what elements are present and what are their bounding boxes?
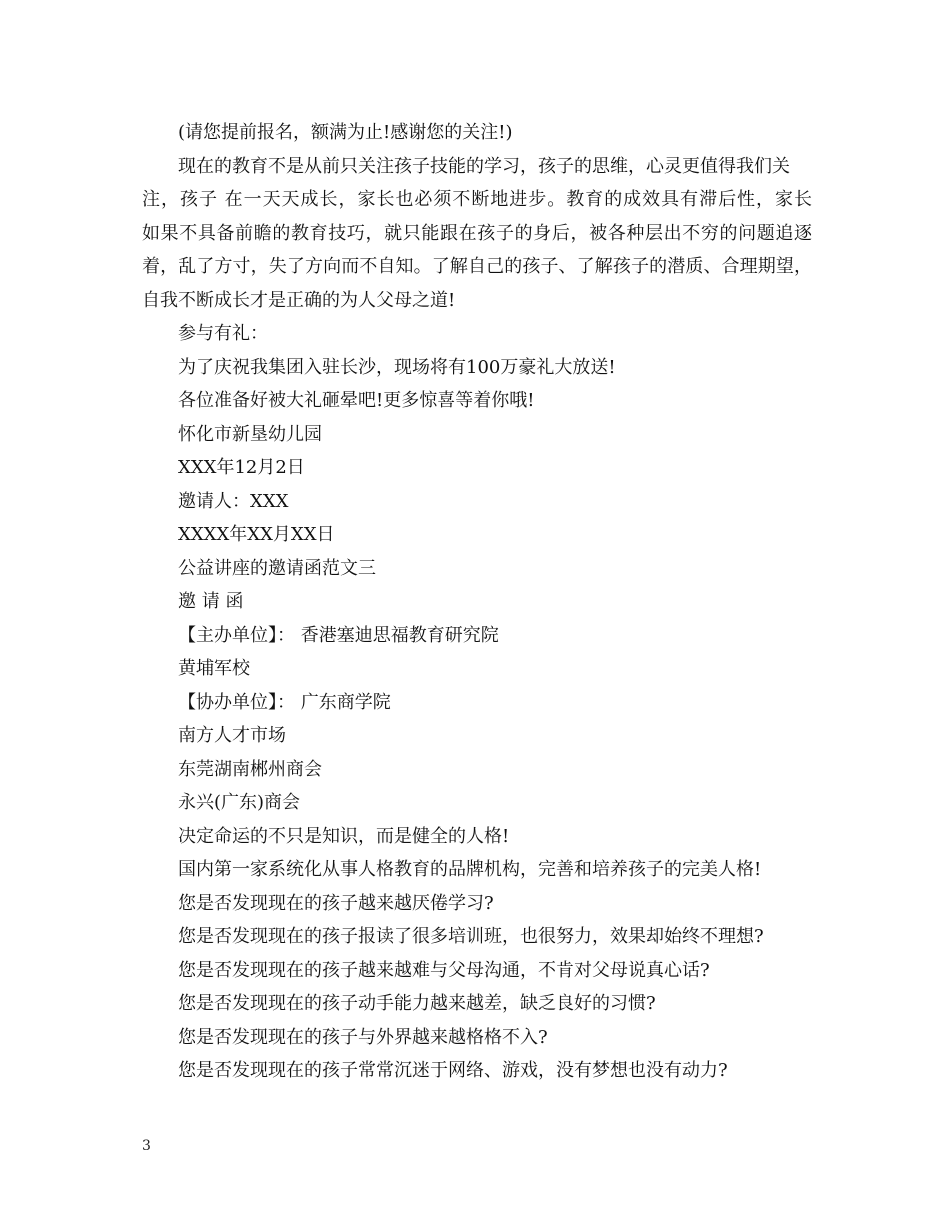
section-title: 公益讲座的邀请函范文三	[178, 557, 376, 579]
question-line: 您是否发现现在的孩子与外界越来越格格不入?	[178, 1026, 548, 1048]
page-number: 3	[142, 1138, 151, 1154]
slogan-line: 国内第一家系统化从事人格教育的品牌机构，完善和培养孩子的完美人格!	[178, 859, 762, 880]
co-host-unit-line: 南方人才市场	[178, 725, 286, 746]
paragraph-line: 自我不断成长才是正确的为人父母之道!	[142, 289, 456, 311]
host-unit-line: 【主办单位】： 香港塞迪思福教育研究院	[178, 624, 499, 646]
question-line: 您是否发现现在的孩子越来越难与父母沟通，不肯对父母说真心话?	[178, 959, 710, 981]
question-line: 您是否发现现在的孩子报读了很多培训班，也很努力，效果却始终不理想?	[178, 926, 764, 947]
paragraph-line: 如果不具备前瞻的教育技巧，就只能跟在孩子的身后，被各种层出不穷的问题追逐	[142, 222, 812, 244]
paragraph-line: 着，乱了方寸，失了方向而不自知。了解自己的孩子、了解孩子的潜质、合理期望，	[142, 256, 812, 277]
co-host-unit-line: 永兴(广东)商会	[178, 792, 301, 813]
gift-text: 为了庆祝我集团入驻长沙，现场将有100万豪礼大放送!	[178, 356, 616, 378]
inviter-line: 邀请人：XXX	[178, 490, 289, 512]
organizer-name: 怀化市新垦幼儿园	[178, 423, 322, 445]
question-line: 您是否发现现在的孩子常常沉迷于网络、游戏，没有梦想也没有动力?	[178, 1060, 728, 1081]
co-host-unit-line: 【协办单位】： 广东商学院	[178, 691, 391, 713]
invitation-heading: 邀 请 函	[178, 591, 244, 612]
slogan-line: 决定命运的不只是知识，而是健全的人格!	[178, 825, 510, 847]
host-unit-line: 黄埔军校	[178, 658, 250, 679]
paragraph-line: 现在的教育不是从前只关注孩子技能的学习，孩子的思维，心灵更值得我们关	[178, 155, 790, 177]
date-line: XXXX年XX月XX日	[178, 524, 335, 545]
registration-note: (请您提前报名，额满为止!感谢您的关注!)	[178, 122, 513, 143]
date-line: XXX年12月2日	[178, 457, 305, 478]
gift-heading: 参与有礼：	[178, 323, 268, 344]
paragraph-line: 注，孩子 在一天天成长，家长也必须不断地进步。教育的成效具有滞后性，家长	[142, 189, 812, 210]
co-host-unit-line: 东莞湖南郴州商会	[178, 758, 322, 780]
question-line: 您是否发现现在的孩子动手能力越来越差，缺乏良好的习惯?	[178, 993, 656, 1014]
gift-text: 各位准备好被大礼砸晕吧!更多惊喜等着你哦!	[178, 390, 535, 411]
document-body	[142, 116, 812, 1088]
question-line: 您是否发现现在的孩子越来越厌倦学习?	[178, 892, 494, 914]
